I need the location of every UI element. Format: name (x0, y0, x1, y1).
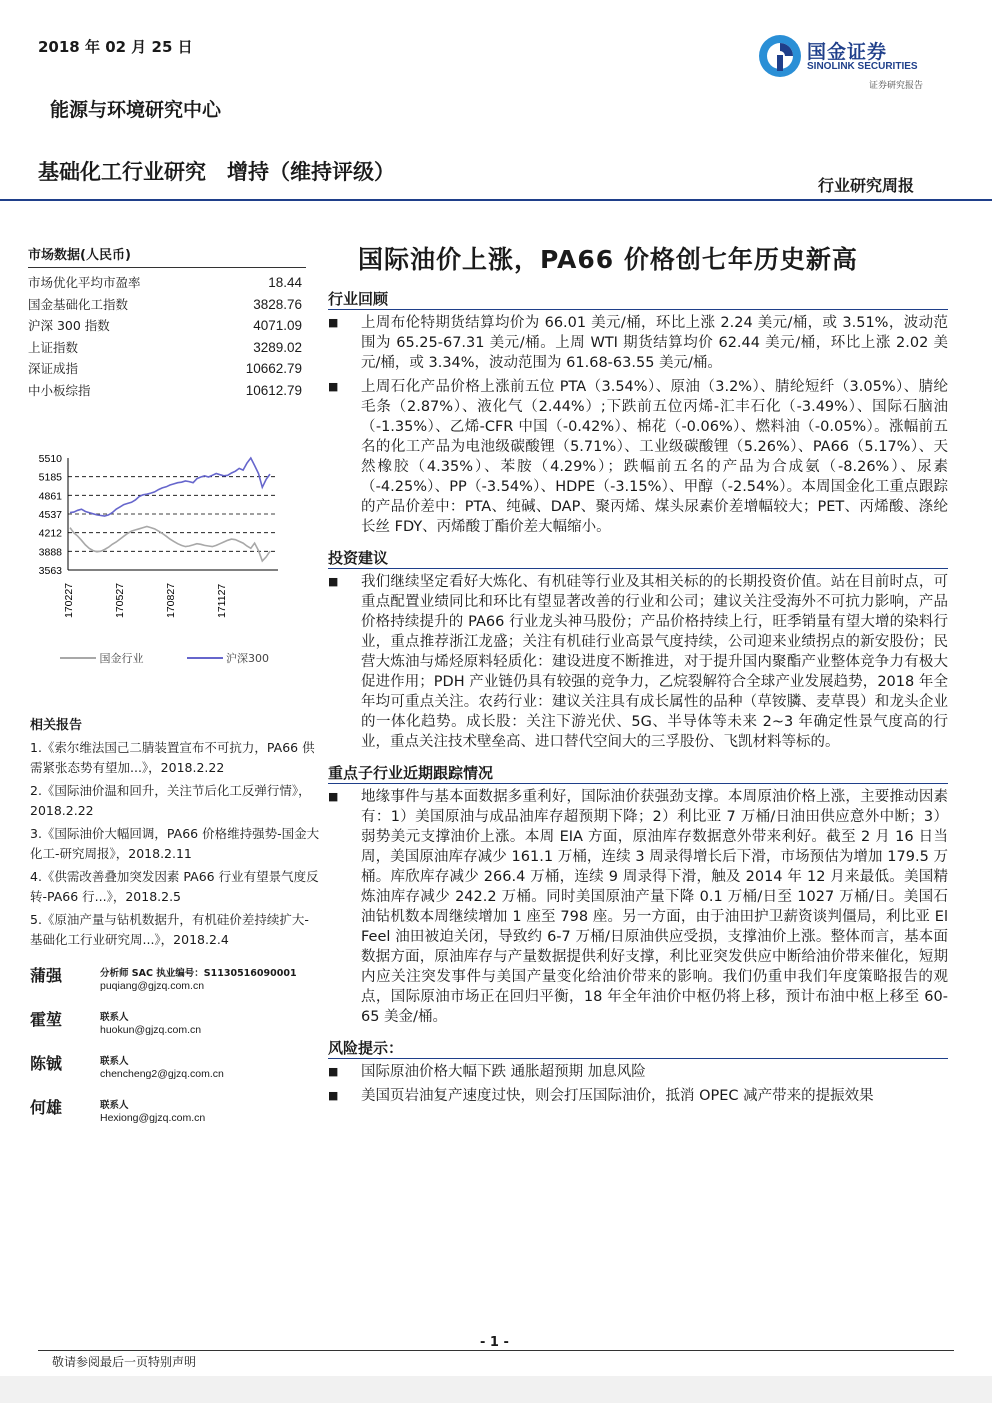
analyst-role: 联系人 (100, 1100, 129, 1111)
analyst-role: 联系人 (100, 1012, 129, 1023)
market-label: 上证指数 (28, 339, 79, 355)
report-body (328, 288, 948, 1110)
section-heading-risk: 风险提示： (328, 1037, 948, 1059)
analyst-card (30, 963, 320, 1007)
x-tick-label: 171127 (216, 583, 228, 618)
market-data-heading: 市场数据(人民币) (28, 248, 131, 263)
x-tick-label: 170827 (165, 582, 177, 618)
market-label: 中小板综指 (28, 382, 91, 398)
logo-en-name: SINOLINK SECURITIES (807, 61, 918, 72)
footer-divider (38, 1350, 954, 1351)
market-row (28, 380, 306, 402)
analyst-email[interactable]: puqiang@gjzq.com.cn (100, 980, 205, 992)
risk-item: ■ 国际原油价格大幅下跌 通胀超预期 加息风险 (328, 1062, 948, 1082)
market-value: 3828.76 (253, 296, 302, 312)
legend-swatch-hs300 (187, 654, 223, 662)
section-heading-invest: 投资建议 (328, 547, 948, 569)
report-date: 2018 年 02 月 25 日 (38, 38, 193, 56)
logo-mark-icon (757, 33, 803, 79)
legend-label-hs300: 沪深300 (226, 652, 269, 665)
y-tick-label: 5510 (38, 453, 62, 465)
report-type: 行业研究周报 (818, 176, 915, 195)
analyst-email[interactable]: Hexiong@gjzq.com.cn (100, 1112, 206, 1124)
analysts-list (30, 963, 320, 1139)
series-line-industry (70, 527, 270, 562)
tracking-paragraph: ■ 地缘事件与基本面数据多重利好，国际油价获强劲支撑。本周原油价格上涨，主要推动因素有：1）美国原油与成品油库存超预期下降；2）利比亚 7 万桶/日油田供应意外中断；3）弱势美元支撑油价上涨。本周 EIA 方面，原油库存数据意外带来利好。截至 2 月 16 日当周，美国原油库存减少 161.1 万桶，连续 3 周录得增长后下滑，市场预估为增加 179.5 万桶。库欣库存减少 266.4 万桶，连续 9 周录得下滑，触及 2014 年 12 月来最低。美国精炼油库存减少 242.2 万桶。同时美国原油产量下降 0.1 万桶/日至 1027 万桶/日。美国石油钻机数本周继续增加 1 座至 798 座。另一方面，由于油田护卫薪资谈判僵局，利比亚 El Feel 油田被迫关闭，导致约 6-7 万桶/日原油供应受损，支撑油价上涨。整体而言，基本面数据方面，原油库存与产量数据提供利好支撑，利比亚突发供应中断给油价带来催化，短期内应关注突发事件与美国产量变化给油价带来的影响。我们仍重申我们年度策略报告的观点，国际原油市场正在回归平衡，18 年全年油价中枢仍将上移，预计布油中枢上移至 60-65 美金/桶。 (328, 787, 948, 1027)
logo-cn-name: 国金证券 (807, 41, 888, 63)
industry-rating: 基础化工行业研究 增持（维持评级） (38, 160, 395, 184)
y-tick-label: 4537 (38, 508, 62, 521)
company-logo (757, 33, 947, 91)
market-label: 国金基础化工指数 (28, 296, 129, 312)
analyst-email[interactable]: huokun@gjzq.com.cn (100, 1024, 202, 1036)
disclaimer-note: 敬请参阅最后一页特别声明 (52, 1355, 197, 1369)
research-center: 能源与环境研究中心 (50, 99, 222, 121)
x-tick-label: 170527 (114, 582, 126, 618)
analyst-name: 何雄 (30, 1098, 63, 1117)
y-tick-label: 3563 (38, 565, 62, 577)
market-label: 深证成指 (28, 361, 79, 376)
market-value: 10662.79 (245, 361, 302, 376)
series-line-hs300 (70, 458, 270, 516)
related-report-link[interactable]: 1.《索尔维法国己二腈装置宣布不可抗力，PA66 供需紧张态势有望加...》，2018.2.22 (30, 740, 315, 775)
page-number: - 1 - (480, 1335, 509, 1350)
footer-bar (0, 1376, 992, 1403)
review-paragraph-products: ■ 上周石化产品价格上涨前五位 PTA（3.54%）、原油（3.2%）、腈纶短纤（3.05%）、腈纶毛条（2.87%）、液化气（2.44%）;下跌前五位丙烯-汇丰石化（-3.49%）、国际石脑油（-1.35%）、乙烯-CFR 中国（-0.42%）、棉花（-0.06%）、燃料油（-0.05%）。涨幅前五名的化工产品为电池级碳酸锂（5.71%）、工业级碳酸锂（5.26%）、PA66（5.17%）、天然橡胶（4.35%）、苯胺（4.29%）；跌幅前五名的产品为合成氨（-8.26%）、尿素（-4.25%）、PP（-3.54%）、HDPE（-3.15%）、甲醇（-2.54%）。本周国金化工重点跟踪的产品价差中：PTA、纯碱、DAP、聚丙烯、煤头尿素价差增幅较大；PET、丙烯酸、涤纶长丝 FDY、丙烯酸丁酯价差大幅缩小。 (328, 377, 948, 537)
market-row (28, 272, 306, 294)
legend-swatch-industry (60, 654, 96, 662)
section-heading-review: 行业回顾 (328, 288, 948, 310)
y-tick-label: 5185 (38, 471, 62, 484)
related-report-link[interactable]: 4.《供需改善叠加突发因素 PA66 行业有望景气度反转-PA66 行...》，2018.2.5 (30, 869, 319, 904)
y-tick-label: 3888 (38, 546, 62, 559)
market-row (28, 294, 306, 316)
analyst-name: 霍堃 (30, 1010, 63, 1029)
market-label: 沪深 300 指数 (28, 318, 110, 333)
y-tick-label: 4861 (38, 490, 62, 503)
related-report-link[interactable]: 5.《原油产量与钻机数据升，有机硅价差持续扩大-基础化工行业研究周...》，2018.2.4 (30, 912, 309, 947)
report-title: 国际油价上涨，PA66 价格创七年历史新高 (358, 245, 858, 274)
market-label: 市场优化平均市盈率 (28, 275, 141, 290)
related-report-link[interactable]: 2.《国际油价温和回升，关注节后化工反弹行情》，2018.2.22 (30, 783, 311, 818)
index-trend-chart (28, 444, 283, 674)
market-value: 3289.02 (253, 339, 302, 355)
related-report-link[interactable]: 3.《国际油价大幅回调，PA66 价格维持强势-国金大化工-研究周报》，2018.2.11 (30, 826, 320, 861)
invest-paragraph: ■ 我们继续坚定看好大炼化、有机硅等行业及其相关标的的长期投资价值。站在目前时点，可重点配置业绩同比和环比有望显著改善的行业和公司；建议关注受海外不可抗力影响，产品价格持续提升的 PA66 行业龙头神马股份；产品价格持续上行，旺季销量有望大增的染料行业，重点推荐浙江龙盛；关注有机硅行业高景气度持续，公司迎来业绩拐点的新安股份；民营大炼油与烯烃原料轻质化：建设进度不断推进，对于提升国内聚酯产业整体竞争力有极大促进作用；PDH 产业链仍具有较强的竞争力，乙烷裂解符合全球产业发展趋势，2018 年全年均可重点关注。农药行业：建议关注具有成长属性的品种（草铵膦、麦草畏）和龙头企业的一体化趋势。成长股：关注下游光伏、5G、半导体等未来 2~3 年确定性景气度高的行业，重点关注技术壁垒高、进口替代空间大的三孚股份、飞凯材料等标的。 (328, 572, 948, 752)
market-row (28, 315, 306, 337)
logo-subtitle: 证券研究报告 (869, 81, 924, 91)
analyst-role: 联系人 (100, 1056, 129, 1067)
related-reports-heading: 相关报告 (30, 718, 83, 733)
section-heading-tracking: 重点子行业近期跟踪情况 (328, 762, 948, 784)
market-data-divider (28, 267, 306, 268)
y-tick-label: 4212 (38, 527, 62, 540)
analyst-card (30, 1007, 320, 1051)
risk-item: ■ 美国页岩油复产速度过快，则会打压国际油价，抵消 OPEC 减产带来的提振效果 (328, 1086, 948, 1106)
analyst-name: 陈铖 (30, 1054, 63, 1073)
header-divider (0, 199, 992, 201)
chart-legend (60, 650, 269, 666)
legend-label-industry: 国金行业 (99, 652, 144, 665)
x-tick-label: 170227 (63, 582, 75, 618)
market-value: 10612.79 (245, 382, 302, 398)
analyst-card (30, 1095, 320, 1139)
market-row (28, 358, 306, 380)
analyst-email[interactable]: chencheng2@gjzq.com.cn (100, 1068, 224, 1080)
review-paragraph-oil: ■ 上周布伦特期货结算均价为 66.01 美元/桶，环比上涨 2.24 美元/桶，或 3.51%，波动范围为 65.25-67.31 美元/桶。上周 WTI 期货结算均价 62.44 美元/桶，环比上涨 2.02 美元/桶，或 3.34%，波动范围为 61.68-63.55 美元/桶。 (328, 313, 948, 373)
market-row (28, 337, 306, 359)
analyst-name: 蒲强 (30, 966, 63, 985)
analyst-card (30, 1051, 320, 1095)
market-value: 4071.09 (253, 318, 302, 333)
market-data-panel (28, 244, 306, 401)
analyst-role: 分析师 SAC 执业编号：S1130516090001 (100, 968, 297, 979)
market-value: 18.44 (268, 275, 302, 290)
related-reports-list (30, 738, 320, 953)
